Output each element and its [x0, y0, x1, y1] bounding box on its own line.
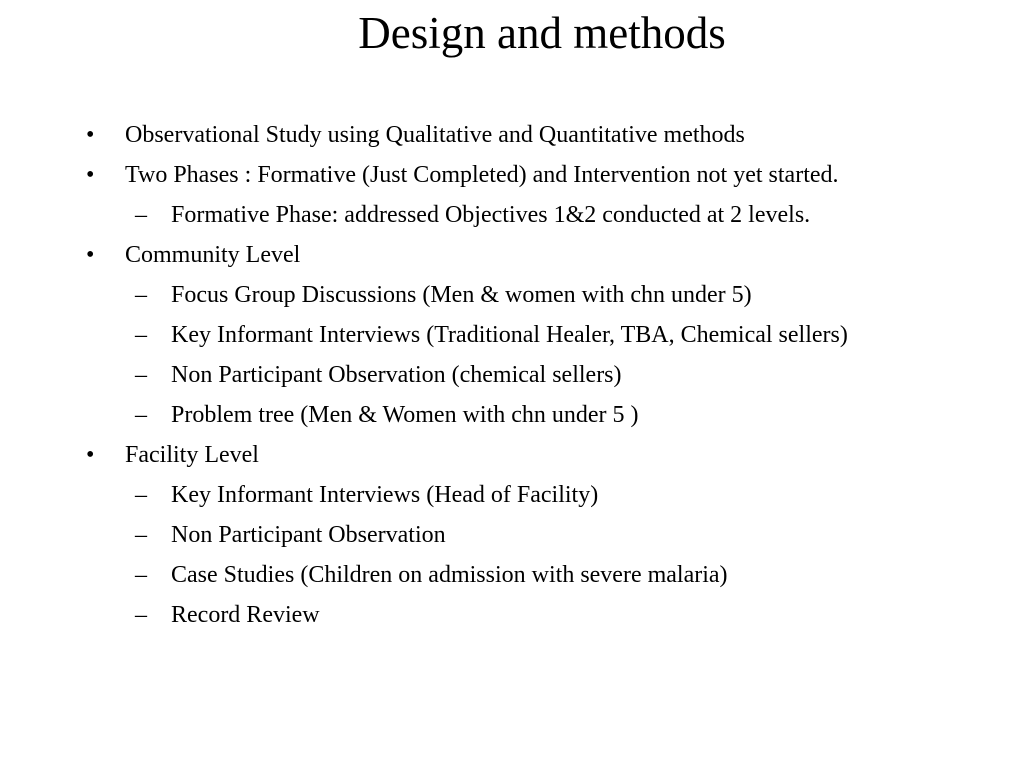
dash-marker: – [135, 602, 147, 628]
bullet-item-community-level [86, 238, 946, 272]
dash-marker: – [135, 562, 147, 588]
bullet-list [86, 118, 946, 638]
bullet-item-two-phases [86, 158, 946, 192]
bullet-text: Facility Level [125, 442, 259, 468]
sub-item-case-studies [86, 558, 946, 592]
bullet-marker: • [86, 242, 95, 268]
sub-item-text: Non Participant Observation [171, 522, 446, 548]
bullet-text: Community Level [125, 242, 301, 268]
dash-marker: – [135, 202, 147, 228]
sub-item-text: Key Informant Interviews (Head of Facility) [171, 482, 599, 508]
sub-item-text: Formative Phase: addressed Objectives 1&2 conducted at 2 levels. [171, 202, 811, 228]
sub-item-text: Record Review [171, 602, 320, 628]
bullet-marker: • [86, 122, 95, 148]
dash-marker: – [135, 522, 147, 548]
slide-title: Design and methods [358, 8, 726, 58]
bullet-marker: • [86, 162, 95, 188]
dash-marker: – [135, 322, 147, 348]
sub-item-formative-phase [86, 198, 946, 232]
bullet-item-observational-study [86, 118, 946, 152]
sub-item-text: Case Studies (Children on admission with severe malaria) [171, 562, 728, 588]
sub-item-key-informant-community [86, 318, 946, 352]
dash-marker: – [135, 362, 147, 388]
dash-marker: – [135, 402, 147, 428]
bullet-text: Observational Study using Qualitative and Quantitative methods [125, 122, 745, 148]
sub-item-text: Key Informant Interviews (Traditional Healer, TBA, Chemical sellers) [171, 322, 848, 348]
sub-item-key-informant-facility [86, 478, 946, 512]
bullet-item-facility-level [86, 438, 946, 472]
bullet-marker: • [86, 442, 95, 468]
sub-item-record-review [86, 598, 946, 632]
sub-item-non-participant-observation [86, 518, 946, 552]
sub-item-non-participant-chemical [86, 358, 946, 392]
sub-item-problem-tree [86, 398, 946, 432]
sub-item-text: Non Participant Observation (chemical sellers) [171, 362, 622, 388]
bullet-text: Two Phases : Formative (Just Completed) and Intervention not yet started. [125, 162, 839, 188]
sub-item-text: Focus Group Discussions (Men & women with chn under 5) [171, 282, 752, 308]
dash-marker: – [135, 482, 147, 508]
sub-item-text: Problem tree (Men & Women with chn under 5 ) [171, 402, 639, 428]
dash-marker: – [135, 282, 147, 308]
sub-item-focus-group [86, 278, 946, 312]
